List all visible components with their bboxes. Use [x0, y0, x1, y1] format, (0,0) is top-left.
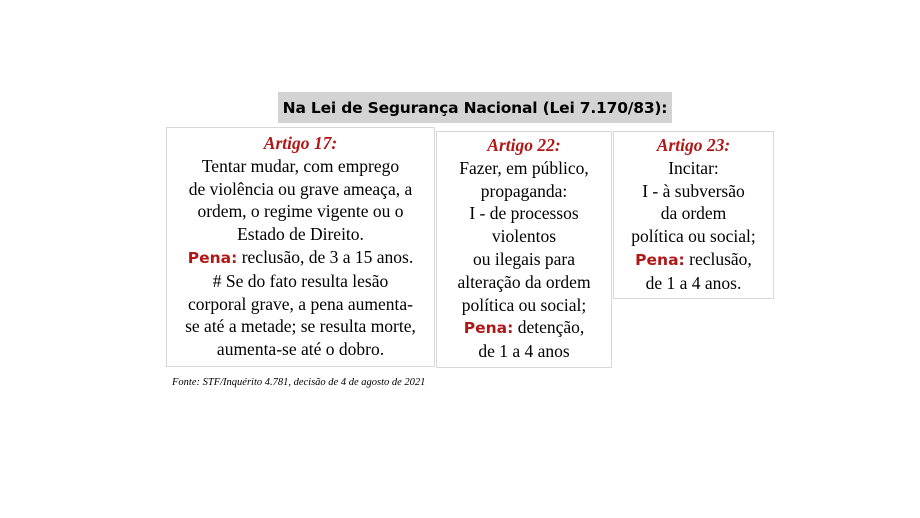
article-22-box — [436, 131, 612, 368]
article-22-pena-line — [437, 316, 611, 340]
article-17-pena-line — [167, 246, 434, 270]
article-17-text-line: Tentar mudar, com emprego — [201, 155, 400, 176]
article-17-text-line: ordem, o regime vigente ou o — [197, 201, 404, 222]
article-22-text-line: alteração da ordem — [457, 271, 591, 292]
article-17-pena-text: reclusão, de 3 a 15 anos. — [237, 246, 414, 267]
article-17-box — [166, 127, 435, 367]
article-23-text-line: de 1 a 4 anos. — [645, 272, 742, 293]
article-23-box — [613, 131, 774, 299]
article-17-text-line: corporal grave, a pena aumenta- — [188, 293, 413, 314]
article-17-text-line: Estado de Direito. — [237, 224, 364, 245]
source-caption: Fonte: STF/Inquérito 4.781, decisão de 4 de agosto de 2021 — [172, 377, 426, 388]
article-17-text-line: aumenta-se até o dobro. — [216, 339, 385, 360]
article-23-text-line: I - à subversão — [642, 180, 745, 201]
article-22-text-line: Fazer, em público, — [459, 157, 589, 178]
article-22-text-line: I - de processos — [469, 203, 579, 224]
article-23-text-line: política ou social; — [631, 226, 756, 247]
article-23-pena-text: reclusão, — [684, 248, 752, 269]
article-22-text-line: de 1 a 4 anos — [478, 341, 570, 362]
article-23-pena-label: Pena: — [635, 250, 685, 269]
article-22-text-line: política ou social; — [461, 294, 587, 315]
article-17-text-line: # Se do fato resulta lesão — [212, 270, 389, 291]
article-22-text-line: propaganda: — [480, 180, 568, 201]
article-22-title: Artigo 22: — [487, 135, 561, 155]
article-23-text-line: Incitar: — [668, 157, 719, 178]
article-22-pena-label: Pena: — [463, 319, 514, 338]
article-17-title: Artigo 17: — [263, 133, 338, 153]
article-17-pena-label: Pena: — [187, 248, 238, 267]
article-17-text-line: de violência ou grave ameaça, a — [188, 178, 413, 199]
article-17-text-line: se até a metade; se resulta morte, — [185, 316, 416, 337]
article-22-pena-text: detenção, — [513, 317, 585, 338]
article-23-title: Artigo 23: — [656, 135, 731, 155]
article-23-text-line: da ordem — [660, 203, 727, 224]
article-22-text-line: ou ilegais para — [472, 248, 576, 269]
header-title: Na Lei de Segurança Nacional (Lei 7.170/83): — [278, 92, 672, 123]
article-23-pena-line — [614, 248, 773, 272]
article-22-text-line: violentos — [491, 226, 557, 247]
